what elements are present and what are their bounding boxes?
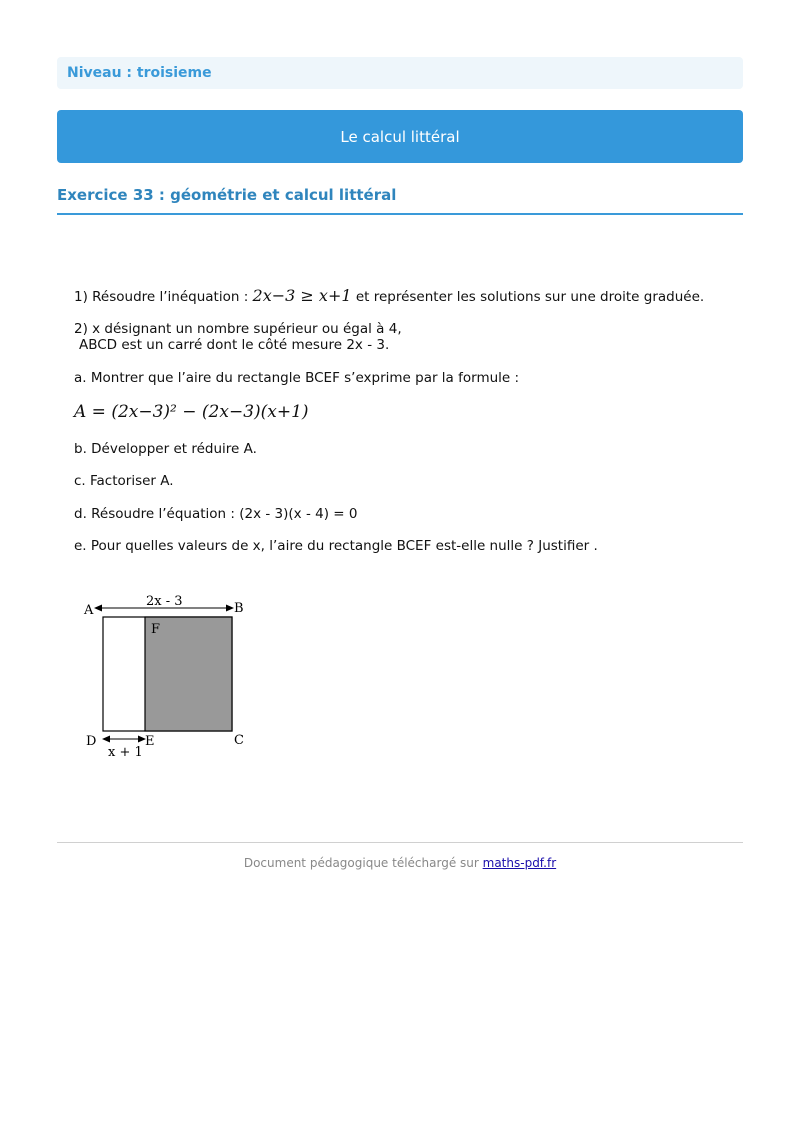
footer-text: Document pédagogique téléchargé sur [243, 856, 483, 870]
question-c: c. Factoriser A. [74, 473, 174, 489]
question-a: a. Montrer que l’aire du rectangle BCEF s’exprime par la formule : [74, 370, 520, 386]
inequation-math: 2x−3 ≥ x+1 [252, 286, 352, 305]
question-e: e. Pour quelles valeurs de x, l’aire du rectangle BCEF est-elle nulle ? Justifier . [74, 538, 598, 554]
formula-A: A = (2x−3)² − (2x−3)(x+1) [74, 402, 309, 422]
footer-link[interactable]: maths-pdf.fr [482, 856, 557, 870]
level-box [57, 57, 743, 89]
title-banner [57, 110, 743, 163]
question-1-prefix: 1) Résoudre l’inéquation : [74, 289, 253, 305]
bottom-arrow-left-head [102, 736, 110, 743]
exercise-heading [57, 185, 743, 215]
bottom-measure: x + 1 [108, 745, 143, 760]
top-measure: 2x - 3 [146, 594, 183, 609]
square-figure [82, 588, 262, 768]
top-arrow-left-head [94, 605, 102, 612]
question-2-line-1: 2) x désignant un nombre supérieur ou égal à 4, [74, 321, 402, 337]
question-1 [74, 286, 704, 305]
question-d: d. Résoudre l’équation : (2x - 3)(x - 4) = 0 [74, 506, 358, 522]
footer [0, 856, 800, 870]
question-2-line-2: ABCD est un carré dont le côté mesure 2x - 3. [79, 337, 390, 353]
top-arrow-right-head [226, 605, 234, 612]
label-C: C [234, 733, 244, 748]
question-1-suffix: et représenter les solutions sur une droite graduée. [351, 289, 705, 305]
footer-divider [57, 842, 743, 843]
level-label: Niveau : troisieme [67, 65, 212, 81]
exercise-title: Exercice 33 : géométrie et calcul littéral [57, 186, 397, 204]
label-D: D [86, 734, 97, 749]
label-A: A [84, 603, 94, 618]
question-b: b. Développer et réduire A. [74, 441, 257, 457]
label-E: E [145, 734, 155, 749]
label-F: F [151, 622, 161, 637]
banner-title: Le calcul littéral [340, 127, 460, 146]
label-B: B [234, 601, 244, 616]
